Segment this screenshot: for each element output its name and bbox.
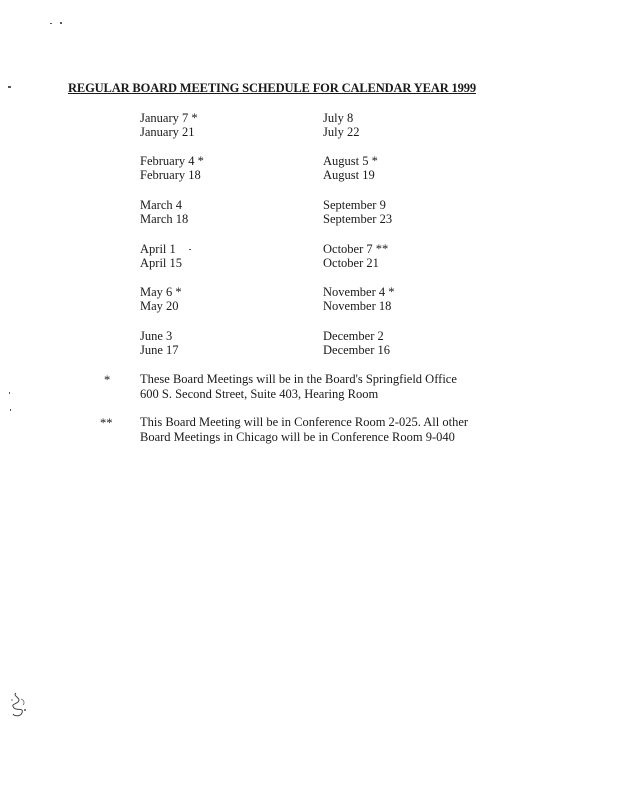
- meeting-date: May 20: [140, 299, 179, 313]
- meeting-date: November 18: [323, 299, 392, 313]
- meeting-date: August 19: [323, 168, 375, 182]
- footnote-mark: **: [100, 416, 113, 430]
- scan-speck: [60, 22, 62, 24]
- footnote-text: 600 S. Second Street, Suite 403, Hearing Room: [140, 387, 379, 401]
- meeting-date: July 8: [323, 111, 354, 125]
- meeting-date: January 7 *: [140, 111, 198, 125]
- meeting-date: September 9: [323, 198, 386, 212]
- meeting-date: September 23: [323, 212, 393, 226]
- meeting-date: August 5 *: [323, 154, 378, 168]
- meeting-date: May 6 *: [140, 285, 182, 299]
- meeting-date: March 4: [140, 198, 182, 212]
- handwritten-mark-icon: [8, 690, 30, 720]
- scan-speck: [189, 249, 191, 250]
- footnote-text: This Board Meeting will be in Conference Room 2-025. All other: [140, 415, 469, 429]
- meeting-date: June 3: [140, 329, 173, 343]
- meeting-date: December 16: [323, 343, 390, 357]
- scan-speck: [8, 86, 11, 88]
- footnote-mark: *: [104, 373, 111, 387]
- meeting-date: October 7 **: [323, 242, 389, 256]
- document-title: REGULAR BOARD MEETING SCHEDULE FOR CALENDAR YEAR 1999: [68, 81, 476, 95]
- meeting-date: January 21: [140, 125, 195, 139]
- scan-speck: [9, 392, 10, 394]
- meeting-date: April 15: [140, 256, 183, 270]
- meeting-date: March 18: [140, 212, 189, 226]
- meeting-date: November 4 *: [323, 285, 395, 299]
- meeting-date: July 22: [323, 125, 360, 139]
- meeting-date: February 18: [140, 168, 201, 182]
- footnote-text: Board Meetings in Chicago will be in Conference Room 9-040: [140, 430, 455, 444]
- meeting-date: April 1: [140, 242, 176, 256]
- footnote-text: These Board Meetings will be in the Board's Springfield Office: [140, 372, 457, 386]
- meeting-date: June 17: [140, 343, 179, 357]
- meeting-date: October 21: [323, 256, 379, 270]
- scan-speck: [50, 23, 52, 24]
- scan-speck: [10, 409, 11, 411]
- meeting-date: February 4 *: [140, 154, 204, 168]
- meeting-date: December 2: [323, 329, 384, 343]
